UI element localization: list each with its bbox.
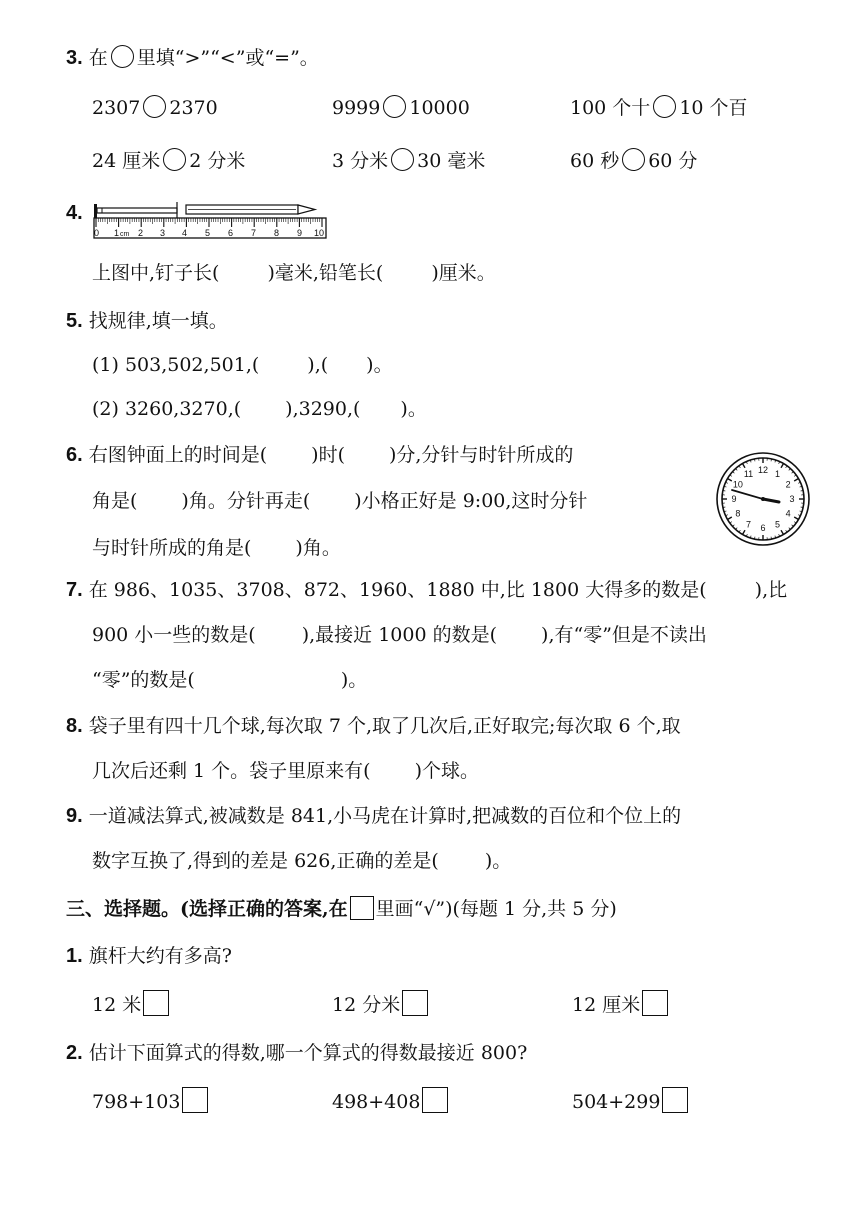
nail-icon <box>94 204 177 218</box>
q6-line-1: 6. 右图钟面上的时间是( )时( )分,分针与时针所成的 <box>66 444 574 466</box>
s3q2-option-2: 498+408 <box>332 1087 448 1115</box>
compare-circle[interactable] <box>391 148 414 171</box>
q7-line-1: 7. 在 986、1035、3708、872、1960、1880 中,比 1800 大得多的数是( ),比 <box>66 579 788 601</box>
q3-item-5: 3 分米 30 毫米 <box>332 150 486 172</box>
clock-number: 10 <box>732 479 743 490</box>
ruler-label-1: 1 <box>114 228 120 238</box>
q7-line-3: “零”的数是( )。 <box>92 669 368 691</box>
compare-circle[interactable] <box>653 95 676 118</box>
s3q2-title: 2. 估计下面算式的得数,哪一个算式的得数最接近 800? <box>66 1042 528 1064</box>
circle-placeholder <box>111 45 134 68</box>
ruler-label-3: 3 <box>160 228 166 238</box>
ruler-label-9: 9 <box>297 228 303 238</box>
answer-checkbox[interactable] <box>642 990 668 1016</box>
q6-line-3: 与时针所成的角是( )角。 <box>92 537 341 559</box>
q6-line-2: 角是( )角。分针再走( )小格正好是 9:00,这时分针 <box>92 490 588 512</box>
q8-number: 8. <box>66 715 83 737</box>
clock-number: 4 <box>785 508 791 519</box>
clock-number: 2 <box>785 479 791 490</box>
s3q2-option-1: 798+103 <box>92 1087 208 1115</box>
q5-line-1: (1) 503,502,501,( ),( )。 <box>92 354 393 376</box>
q7-line-2: 900 小一些的数是( ),最接近 1000 的数是( ),有“零”但是不读出 <box>92 624 707 646</box>
ruler-label-8: 8 <box>274 228 280 238</box>
answer-checkbox[interactable] <box>402 990 428 1016</box>
answer-checkbox[interactable] <box>422 1087 448 1113</box>
s3q1-option-1: 12 米 <box>92 990 169 1018</box>
ruler-label-cm: cm <box>120 231 130 238</box>
q6-number: 6. <box>66 444 83 466</box>
q8-line-2: 几次后还剩 1 个。袋子里原来有( )个球。 <box>92 760 480 782</box>
clock-number: 7 <box>745 519 752 530</box>
ruler-label-10: 10 <box>314 228 325 238</box>
q3-item-6: 60 秒 60 分 <box>570 150 698 172</box>
answer-checkbox[interactable] <box>143 990 169 1016</box>
s3q2-option-3: 504+299 <box>572 1087 688 1115</box>
q4-text: 上图中,钉子长( )毫米,铅笔长( )厘米。 <box>92 262 496 284</box>
s3q1-option-2: 12 分米 <box>332 990 428 1018</box>
s3q2-number: 2. <box>66 1042 83 1064</box>
clock-icon <box>714 450 812 548</box>
checkbox-placeholder <box>350 896 374 920</box>
q9-number: 9. <box>66 805 83 827</box>
ruler-label-2: 2 <box>138 228 144 238</box>
compare-circle[interactable] <box>622 148 645 171</box>
ruler-label-7: 7 <box>251 228 257 238</box>
clock-number: 11 <box>743 469 754 480</box>
clock-number: 1 <box>774 469 781 480</box>
pencil-icon <box>177 202 315 218</box>
q5-number: 5. <box>66 310 83 332</box>
q4-number-line <box>66 200 83 226</box>
clock-number: 5 <box>774 519 781 530</box>
q3-title <box>66 45 319 71</box>
answer-checkbox[interactable] <box>182 1087 208 1113</box>
clock-number: 12 <box>757 465 769 476</box>
ruler-label-5: 5 <box>205 228 211 238</box>
compare-circle[interactable] <box>383 95 406 118</box>
clock-number: 6 <box>760 523 766 534</box>
q3-item-1: 2307 2370 <box>92 97 218 119</box>
q5-title: 5. 找规律,填一填。 <box>66 310 228 332</box>
clock-number: 9 <box>731 494 737 505</box>
q3-number: 3. <box>66 47 83 69</box>
section-3-title: 三、选择题。(选择正确的答案,在 里画“√”)(每题 1 分,共 5 分) <box>66 898 617 920</box>
ruler-label-6: 6 <box>228 228 234 238</box>
s3q1-title: 1. 旗杆大约有多高? <box>66 945 232 967</box>
answer-checkbox[interactable] <box>662 1087 688 1113</box>
ruler-label-4: 4 <box>182 228 188 238</box>
ruler-label-0: 0 <box>94 228 100 238</box>
s3q1-option-3: 12 厘米 <box>572 990 668 1018</box>
s3q1-number: 1. <box>66 945 83 967</box>
q3-item-2: 9999 10000 <box>332 97 470 119</box>
q3-title-text-a: 在 <box>88 47 108 69</box>
q7-number: 7. <box>66 579 83 601</box>
q3-item-3: 100 个十 10 个百 <box>570 97 748 119</box>
ruler-figure <box>90 198 330 242</box>
compare-circle[interactable] <box>143 95 166 118</box>
q9-line-2: 数字互换了,得到的差是 626,正确的差是( )。 <box>92 850 512 872</box>
q4-number: 4. <box>66 202 83 224</box>
compare-circle[interactable] <box>163 148 186 171</box>
q3-title-text-b: 里填“>”“<”或“=”。 <box>136 47 319 69</box>
clock-number: 8 <box>735 508 741 519</box>
q3-item-4: 24 厘米 2 分米 <box>92 150 246 172</box>
clock-number: 3 <box>789 494 795 505</box>
q5-line-2: (2) 3260,3270,( ),3290,( )。 <box>92 398 427 420</box>
q9-line-1: 9. 一道减法算式,被减数是 841,小马虎在计算时,把减数的百位和个位上的 <box>66 805 682 827</box>
q8-line-1: 8. 袋子里有四十几个球,每次取 7 个,取了几次后,正好取完;每次取 6 个,取 <box>66 715 681 737</box>
